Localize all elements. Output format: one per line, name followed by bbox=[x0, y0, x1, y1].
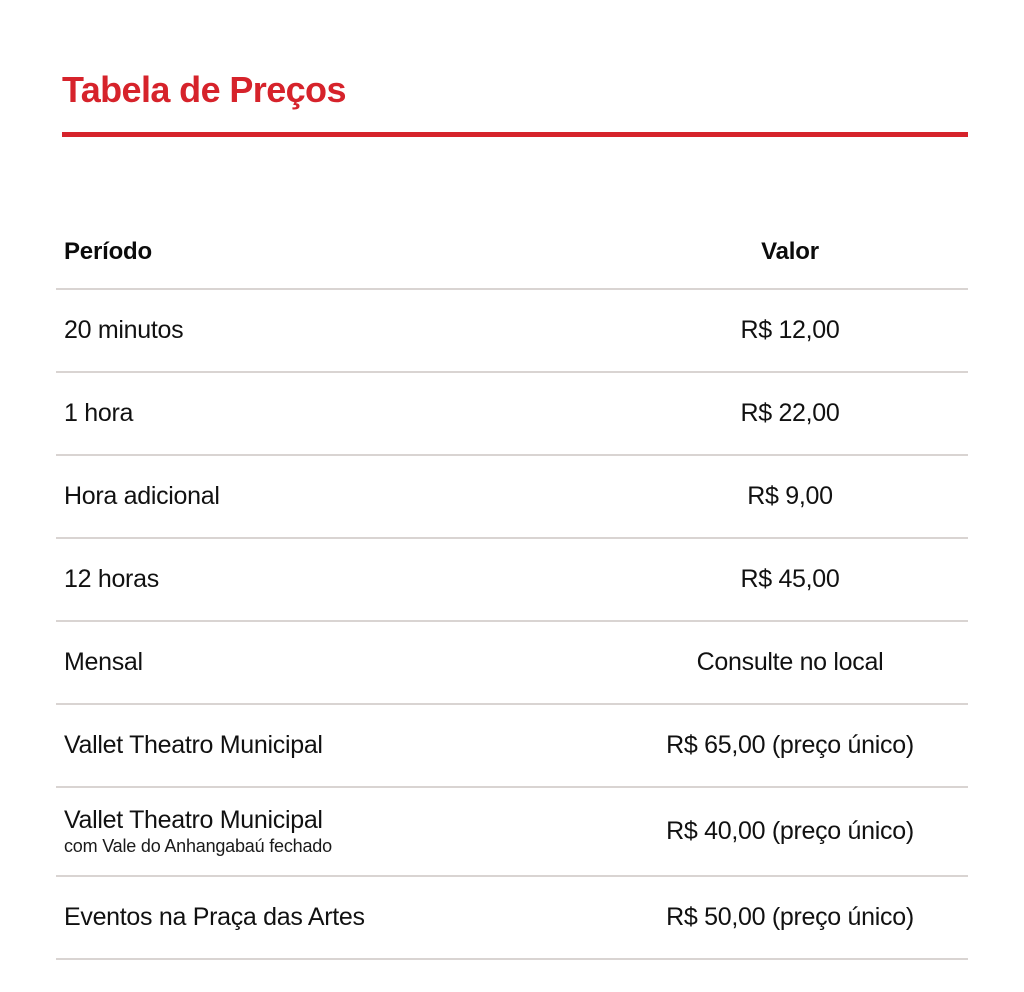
table-row bbox=[56, 704, 968, 787]
cell-value: Consulte no local bbox=[612, 621, 968, 704]
period-label: Eventos na Praça das Artes bbox=[64, 903, 365, 931]
table-header-row bbox=[56, 238, 968, 289]
cell-period bbox=[56, 621, 612, 704]
cell-value: R$ 12,00 bbox=[612, 289, 968, 372]
period-label: 20 minutos bbox=[64, 316, 184, 344]
table-row bbox=[56, 289, 968, 372]
table-row bbox=[56, 455, 968, 538]
period-label: 1 hora bbox=[64, 399, 134, 427]
cell-value: R$ 65,00 (preço único) bbox=[612, 704, 968, 787]
period-label: Vallet Theatro Municipal bbox=[64, 731, 323, 759]
table-row bbox=[56, 621, 968, 704]
cell-period bbox=[56, 372, 612, 455]
period-label: Vallet Theatro Municipal bbox=[64, 806, 323, 834]
cell-value: R$ 40,00 (preço único) bbox=[612, 787, 968, 876]
cell-period bbox=[56, 538, 612, 621]
cell-value: R$ 22,00 bbox=[612, 372, 968, 455]
table-head bbox=[56, 238, 968, 289]
cell-value: R$ 50,00 (preço único) bbox=[612, 876, 968, 959]
title-accent-rule bbox=[62, 132, 968, 137]
title-block bbox=[62, 68, 968, 137]
table-row bbox=[56, 787, 968, 876]
table-row bbox=[56, 538, 968, 621]
price-table bbox=[56, 238, 968, 960]
period-sublabel: com Vale do Anhangabaú fechado bbox=[64, 836, 332, 856]
page-title: Tabela de Preços bbox=[62, 69, 346, 110]
cell-period bbox=[56, 455, 612, 538]
period-label: Mensal bbox=[64, 648, 143, 676]
cell-period bbox=[56, 289, 612, 372]
cell-period bbox=[56, 787, 612, 876]
period-label: 12 horas bbox=[64, 565, 159, 593]
table-body bbox=[56, 289, 968, 959]
cell-value: R$ 45,00 bbox=[612, 538, 968, 621]
table-row bbox=[56, 372, 968, 455]
column-header-period: Período bbox=[56, 238, 612, 289]
cell-period bbox=[56, 704, 612, 787]
cell-period bbox=[56, 876, 612, 959]
period-label: Hora adicional bbox=[64, 482, 220, 510]
table-row bbox=[56, 876, 968, 959]
column-header-value: Valor bbox=[612, 238, 968, 289]
cell-value: R$ 9,00 bbox=[612, 455, 968, 538]
